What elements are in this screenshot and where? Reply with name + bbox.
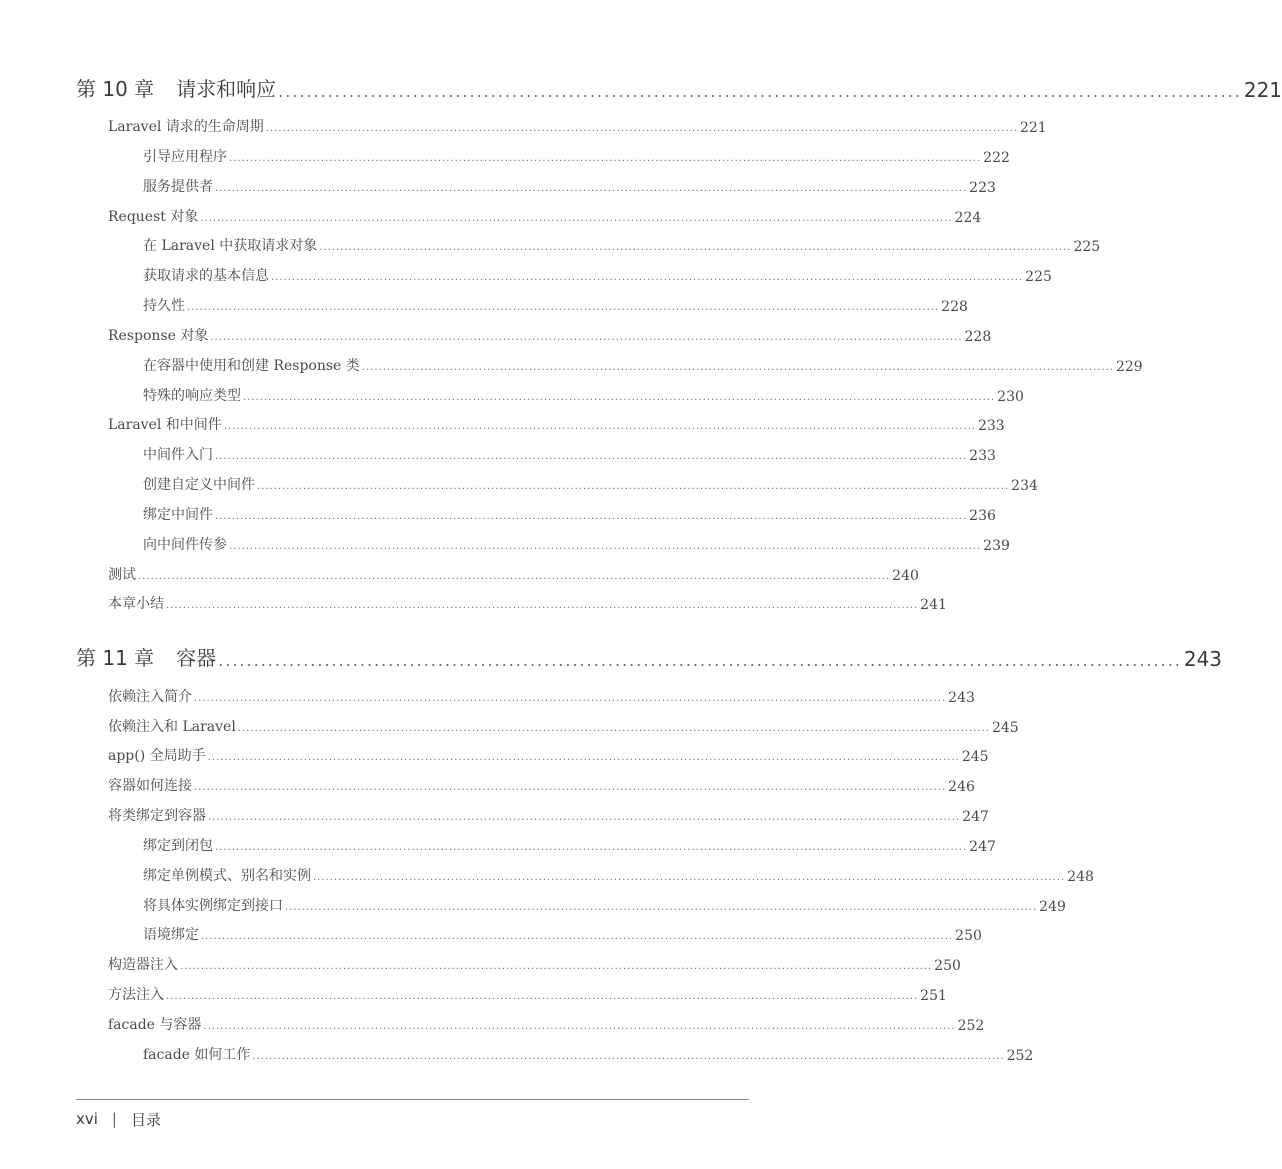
toc-entry-label: 在 Laravel 中获取请求对象 bbox=[143, 238, 318, 254]
toc-entry-label: Response 对象 bbox=[108, 328, 209, 344]
dot-leader: .................................................................................................................................................................................... bbox=[194, 782, 947, 793]
toc-entry-page: 251 bbox=[920, 988, 947, 1004]
toc-entry[interactable] bbox=[143, 833, 996, 855]
toc-entry-label: 创建自定义中间件 bbox=[143, 477, 255, 493]
dot-leader: .................................................................................................................................................................................... bbox=[194, 693, 947, 704]
toc-entry-label: 特殊的响应类型 bbox=[143, 388, 241, 404]
footer-separator: | bbox=[111, 1110, 117, 1128]
toc-entry-page: 243 bbox=[948, 690, 975, 706]
toc-entry-label: 向中间件传参 bbox=[143, 537, 227, 553]
chapter-page-number: 243 bbox=[1183, 647, 1223, 671]
toc-entry[interactable] bbox=[108, 562, 919, 584]
dot-leader: .................................................................................................................................................................................... bbox=[223, 421, 976, 432]
toc-entry-page: 222 bbox=[983, 150, 1010, 166]
dot-leader: .................................................................................................................................................................................... bbox=[215, 183, 968, 194]
dot-leader: .................................................................................................................................................................................... bbox=[138, 571, 891, 582]
toc-entry-label: facade 如何工作 bbox=[143, 1047, 251, 1063]
dot-leader: .................................................................................................................................................................................... bbox=[208, 812, 961, 823]
toc-entry-page: 245 bbox=[961, 749, 989, 765]
footer-page-number: xvi bbox=[76, 1110, 98, 1128]
toc-entry[interactable] bbox=[108, 204, 982, 226]
toc-entry[interactable] bbox=[143, 922, 982, 944]
toc-entry[interactable] bbox=[108, 114, 1047, 136]
toc-entry[interactable] bbox=[108, 591, 947, 613]
dot-leader: .................................................................................................................................................................................... bbox=[215, 451, 968, 462]
toc-entry-label: 中间件入门 bbox=[143, 447, 213, 463]
dot-leader: .................................................................................................................................................................................... bbox=[257, 481, 1010, 492]
toc-entry-page: 225 bbox=[1025, 269, 1052, 285]
toc-entry-page: 252 bbox=[1006, 1048, 1034, 1064]
toc-entry[interactable] bbox=[143, 263, 1052, 285]
toc-entry[interactable] bbox=[108, 323, 992, 345]
toc-entry[interactable] bbox=[143, 353, 1143, 375]
toc-entry-label: 获取请求的基本信息 bbox=[143, 268, 269, 284]
toc-entry-page: 228 bbox=[964, 329, 992, 345]
toc-entry[interactable] bbox=[143, 144, 1010, 166]
toc-entry[interactable] bbox=[108, 773, 975, 795]
dot-leader: .................................................................................................................................................................................... bbox=[243, 392, 996, 403]
dot-leader: .................................................................................................................................................................................... bbox=[271, 272, 1024, 283]
dot-leader: .................................................................................................................................................................................... bbox=[319, 242, 1072, 253]
chapter-heading bbox=[76, 641, 1223, 671]
dot-leader: .................................................................................................................................................................................... bbox=[313, 872, 1066, 883]
toc-entry-page: 236 bbox=[969, 508, 996, 524]
chapter-page-number: 221 bbox=[1243, 78, 1282, 102]
toc-entry-page: 245 bbox=[991, 720, 1019, 736]
footer-section-title: 目录 bbox=[130, 1110, 161, 1129]
dot-leader: .................................................................................................................................................................................... bbox=[207, 752, 960, 763]
dot-leader: .................................................................................................................................................................................... bbox=[265, 123, 1018, 134]
toc-entry-page: 229 bbox=[1115, 359, 1143, 375]
toc-entry[interactable] bbox=[143, 442, 996, 464]
dot-leader: ........................................................................................................................................ bbox=[278, 82, 1242, 101]
chapter-title: 请求和响应 bbox=[176, 77, 277, 101]
toc-entry-page: 240 bbox=[892, 568, 919, 584]
chapter-heading bbox=[76, 72, 1282, 102]
dot-leader: .................................................................................................................................................................................... bbox=[203, 1021, 956, 1032]
toc-entry-page: 228 bbox=[941, 299, 968, 315]
toc-entry[interactable] bbox=[143, 1042, 1034, 1064]
toc-entry-page: 250 bbox=[934, 958, 961, 974]
toc-entry-label: 绑定单例模式、别名和实例 bbox=[143, 868, 311, 884]
toc-entry-page: 249 bbox=[1039, 899, 1066, 915]
toc-entry-page: 248 bbox=[1067, 869, 1094, 885]
toc-entry-label: 绑定中间件 bbox=[143, 507, 213, 523]
toc-entry-page: 250 bbox=[955, 928, 982, 944]
toc-entry-page: 233 bbox=[969, 448, 996, 464]
dot-leader: .................................................................................................................................................................................... bbox=[180, 961, 933, 972]
dot-leader: .................................................................................................................................................................................... bbox=[166, 600, 919, 611]
toc-entry-page: 234 bbox=[1011, 478, 1038, 494]
toc-entry-label: Laravel 和中间件 bbox=[108, 417, 222, 433]
toc-entry-label: 依赖注入和 Laravel bbox=[108, 719, 236, 735]
toc-entry-label: 在容器中使用和创建 Response 类 bbox=[143, 358, 360, 374]
toc-entry-label: Request 对象 bbox=[108, 209, 199, 225]
toc-entry-label: 绑定到闭包 bbox=[143, 838, 213, 854]
toc-entry-label: 引导应用程序 bbox=[143, 149, 227, 165]
toc-entry-label: app() 全局助手 bbox=[108, 748, 206, 764]
dot-leader: .................................................................................................................................................................................... bbox=[166, 991, 919, 1002]
toc-entry-label: 持久性 bbox=[143, 298, 185, 314]
toc-entry[interactable] bbox=[108, 952, 961, 974]
toc-entry-label: 容器如何连接 bbox=[108, 778, 192, 794]
toc-entry[interactable] bbox=[143, 293, 968, 315]
dot-leader: .................................................................................................................................................................................... bbox=[215, 842, 968, 853]
toc-entry-page: 241 bbox=[920, 597, 947, 613]
toc-entry[interactable] bbox=[108, 412, 1005, 434]
toc-entry[interactable] bbox=[143, 893, 1066, 915]
toc-entry-label: 构造器注入 bbox=[108, 957, 178, 973]
dot-leader: .................................................................................................................................................................................... bbox=[361, 362, 1114, 373]
toc-entry-label: 语境绑定 bbox=[143, 927, 199, 943]
toc-entry[interactable] bbox=[143, 174, 996, 196]
toc-entry-page: 239 bbox=[983, 538, 1010, 554]
toc-entry-page: 246 bbox=[948, 779, 975, 795]
toc-entry[interactable] bbox=[108, 684, 975, 706]
dot-leader: .................................................................................................................................................................................... bbox=[200, 213, 953, 224]
toc-entry-page: 247 bbox=[969, 839, 996, 855]
dot-leader: .................................................................................................................................................................................... bbox=[210, 332, 963, 343]
toc-entry-label: 测试 bbox=[108, 567, 136, 583]
toc-entry[interactable] bbox=[143, 472, 1038, 494]
dot-leader: .................................................................................................................................................................................... bbox=[229, 541, 982, 552]
dot-leader: ........................................................................................................................................ bbox=[218, 651, 1182, 670]
toc-entry-label: 将具体实例绑定到接口 bbox=[143, 898, 283, 914]
toc-entry[interactable] bbox=[143, 863, 1094, 885]
toc-entry[interactable] bbox=[108, 982, 947, 1004]
footer-divider bbox=[76, 1099, 749, 1100]
toc-entry-page: 233 bbox=[977, 418, 1005, 434]
chapter-title: 容器 bbox=[176, 646, 217, 670]
dot-leader: .................................................................................................................................................................................... bbox=[215, 511, 968, 522]
toc-entry-label: 将类绑定到容器 bbox=[108, 808, 206, 824]
dot-leader: .................................................................................................................................................................................... bbox=[237, 723, 990, 734]
toc-entry-label: 方法注入 bbox=[108, 987, 164, 1003]
dot-leader: .................................................................................................................................................................................... bbox=[252, 1051, 1005, 1062]
toc-entry-page: 225 bbox=[1073, 239, 1101, 255]
dot-leader: .................................................................................................................................................................................... bbox=[187, 302, 940, 313]
toc-entry[interactable] bbox=[143, 532, 1010, 554]
toc-entry-page: 224 bbox=[954, 210, 982, 226]
page-footer bbox=[76, 1108, 161, 1130]
toc-entry-page: 221 bbox=[1019, 120, 1047, 136]
toc-entry[interactable] bbox=[108, 743, 989, 765]
toc-entry[interactable] bbox=[108, 714, 1019, 736]
toc-entry-page: 223 bbox=[969, 180, 996, 196]
toc-entry[interactable] bbox=[143, 233, 1101, 255]
toc-entry-label: 依赖注入简介 bbox=[108, 689, 192, 705]
toc-entry[interactable] bbox=[108, 803, 989, 825]
dot-leader: .................................................................................................................................................................................... bbox=[229, 153, 982, 164]
dot-leader: .................................................................................................................................................................................... bbox=[285, 902, 1038, 913]
toc-entry-page: 252 bbox=[957, 1018, 985, 1034]
toc-entry[interactable] bbox=[108, 1012, 985, 1034]
toc-entry-label: 服务提供者 bbox=[143, 179, 213, 195]
toc-entry[interactable] bbox=[143, 383, 1024, 405]
toc-entry-label: facade 与容器 bbox=[108, 1017, 202, 1033]
dot-leader: .................................................................................................................................................................................... bbox=[201, 931, 954, 942]
toc-entry-label: Laravel 请求的生命周期 bbox=[108, 119, 264, 135]
toc-entry-page: 230 bbox=[997, 389, 1024, 405]
chapter-number: 第 11 章 bbox=[76, 646, 155, 670]
toc-entry[interactable] bbox=[143, 502, 996, 524]
toc-entry-page: 247 bbox=[962, 809, 989, 825]
toc-entry-label: 本章小结 bbox=[108, 596, 164, 612]
chapter-number: 第 10 章 bbox=[76, 77, 155, 101]
